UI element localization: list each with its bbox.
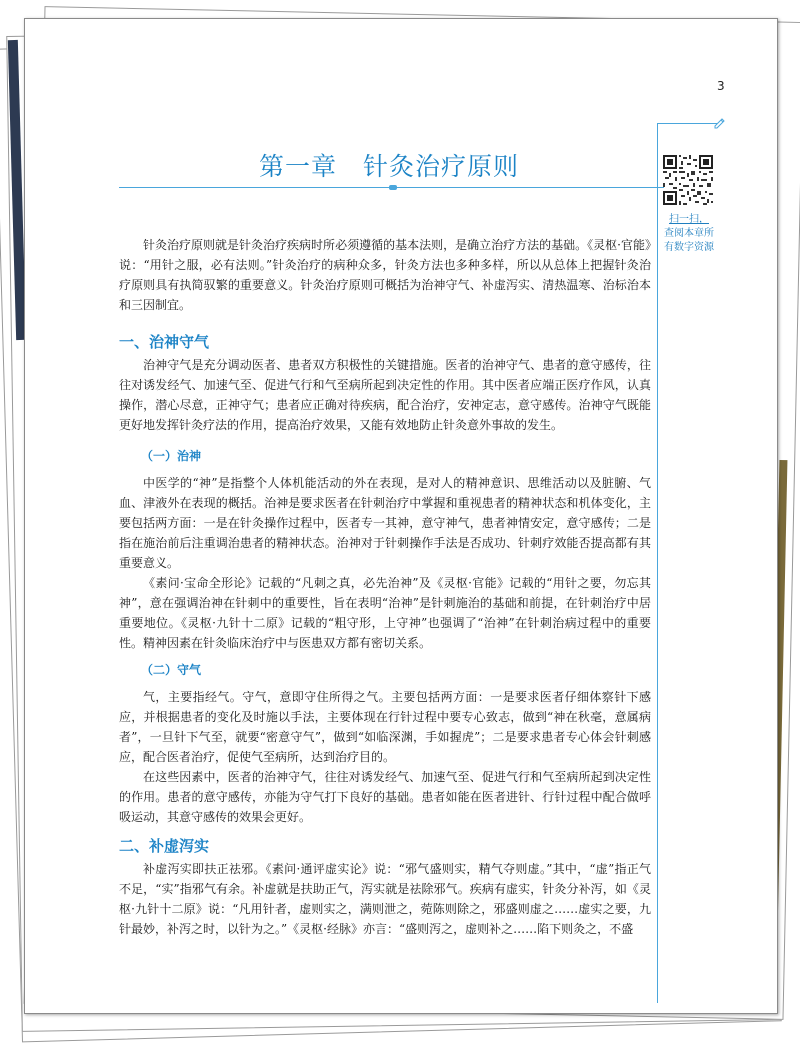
qr-caption-line2: 查阅本章所 [664, 228, 714, 239]
subsection-paragraph: 中医学的“神”是指整个人体机能活动的外在表现，是对人的精神意识、思维活动以及脏腑、气血、津液外在表现的概括。治神是要求医者在针刺治疗中掌握和重视患者的精神状态和机体变化，主要包括两方面：一是在针灸操作过程中，医者专一其神，意守神气，患者神情安定，意守感传；二是指在施治前后注重调治患者的精神状态。治神对于针刺操作手法是否成功、针刺疗效能否提高都有其重要意义。 [119, 476, 651, 570]
book-page [24, 18, 778, 1014]
qr-scan-link[interactable]: 扫一扫， [669, 214, 709, 225]
subsection-heading: （一）治神 [141, 449, 202, 463]
section-heading: 二、补虚泻实 [119, 837, 210, 855]
qr-caption [649, 213, 729, 255]
subsection-heading: （二）守气 [141, 663, 202, 677]
subsection-paragraph: 《素问·宝命全形论》记载的“凡刺之真，必先治神”及《灵枢·官能》记载的“用针之要，勿忘其神”，意在强调治神在针刺中的重要性，旨在表明“治神”是针刺施治的基础和前提，在针刺治疗中居重要地位。《灵枢·九针十二原》记载的“粗守形，上守神”也强调了“治神”在针刺治病过程中的重要性。精神因素在针灸临床治疗中与医患双方都有密切关系。 [119, 576, 651, 650]
section-heading: 一、治神守气 [119, 333, 210, 351]
pencil-icon [713, 115, 727, 129]
subsection-paragraph: 在这些因素中，医者的治神守气，往往对诱发经气、加速气至、促进气行和气至病所起到决定性的作用。患者的意守感传，亦能为守气打下良好的基础。患者如能在医者进针、行针过程中配合做呼吸运动，其意守感传的效果会更好。 [119, 770, 651, 824]
intro-paragraph: 针灸治疗原则就是针灸治疗疾病时所必须遵循的基本法则，是确立治疗方法的基础。《灵枢·官能》说：“用针之服，必有法则。”针灸治疗的病种众多，针灸方法也多种多样，所以从总体上把握针灸治疗原则具有执简驭繁的重要意义。针灸治疗原则可概括为治神守气、补虚泻实、清热温寒、治标治本和三因制宜。 [119, 238, 651, 312]
subsection-paragraph: 气，主要指经气。守气，意即守住所得之气。主要包括两方面：一是要求医者仔细体察针下感应，并根据患者的变化及时施以手法，主要体现在行针过程中要专心致志，做到“神在秋毫，意属病者”，一旦针下气至，就要“密意守气”，做到“如临深渊，手如握虎”；二是要求患者专心体会针刺感应，配合医者治疗，促使气至病所，达到治疗目的。 [119, 690, 651, 764]
chapter-title: 第一章 针灸治疗原则 [258, 152, 519, 181]
section-paragraph: 治神守气是充分调动医者、患者双方积极性的关键措施。医者的治神守气、患者的意守感传，往往对诱发经气、加速气至、促进气行和气至病所起到决定性的作用。其中医者应端正医疗作风，认真操作，潜心尽意，正神守气；患者应正确对待疾病，配合治疗，安神定志，意守感传。治神守气既能更好地发挥针灸疗法的作用，提高治疗效果，又能有效地防止针灸意外事故的发生。 [119, 358, 651, 432]
qr-caption-line3: 有数字资源 [664, 242, 714, 253]
chapter-rule-ornament [389, 185, 397, 190]
page-number: 3 [717, 79, 725, 93]
qr-code[interactable] [663, 155, 713, 205]
margin-rule [657, 123, 658, 1003]
margin-rule-top [657, 123, 717, 124]
section-paragraph: 补虚泻实即扶正祛邪。《素问·通评虚实论》说：“邪气盛则实，精气夺则虚。”其中，“虚”指正气不足，“实”指邪气有余。补虚就是扶助正气，泻实就是祛除邪气。疾病有虚实，针灸分补泻，如《灵枢·九针十二原》说：“凡用针者，虚则实之，满则泄之，菀陈则除之，邪盛则虚之……虚实之要，九针最妙，补泻之时，以针为之。”《灵枢·经脉》亦言：“盛则泻之，虚则补之……陷下则灸之，不盛 [119, 862, 651, 936]
